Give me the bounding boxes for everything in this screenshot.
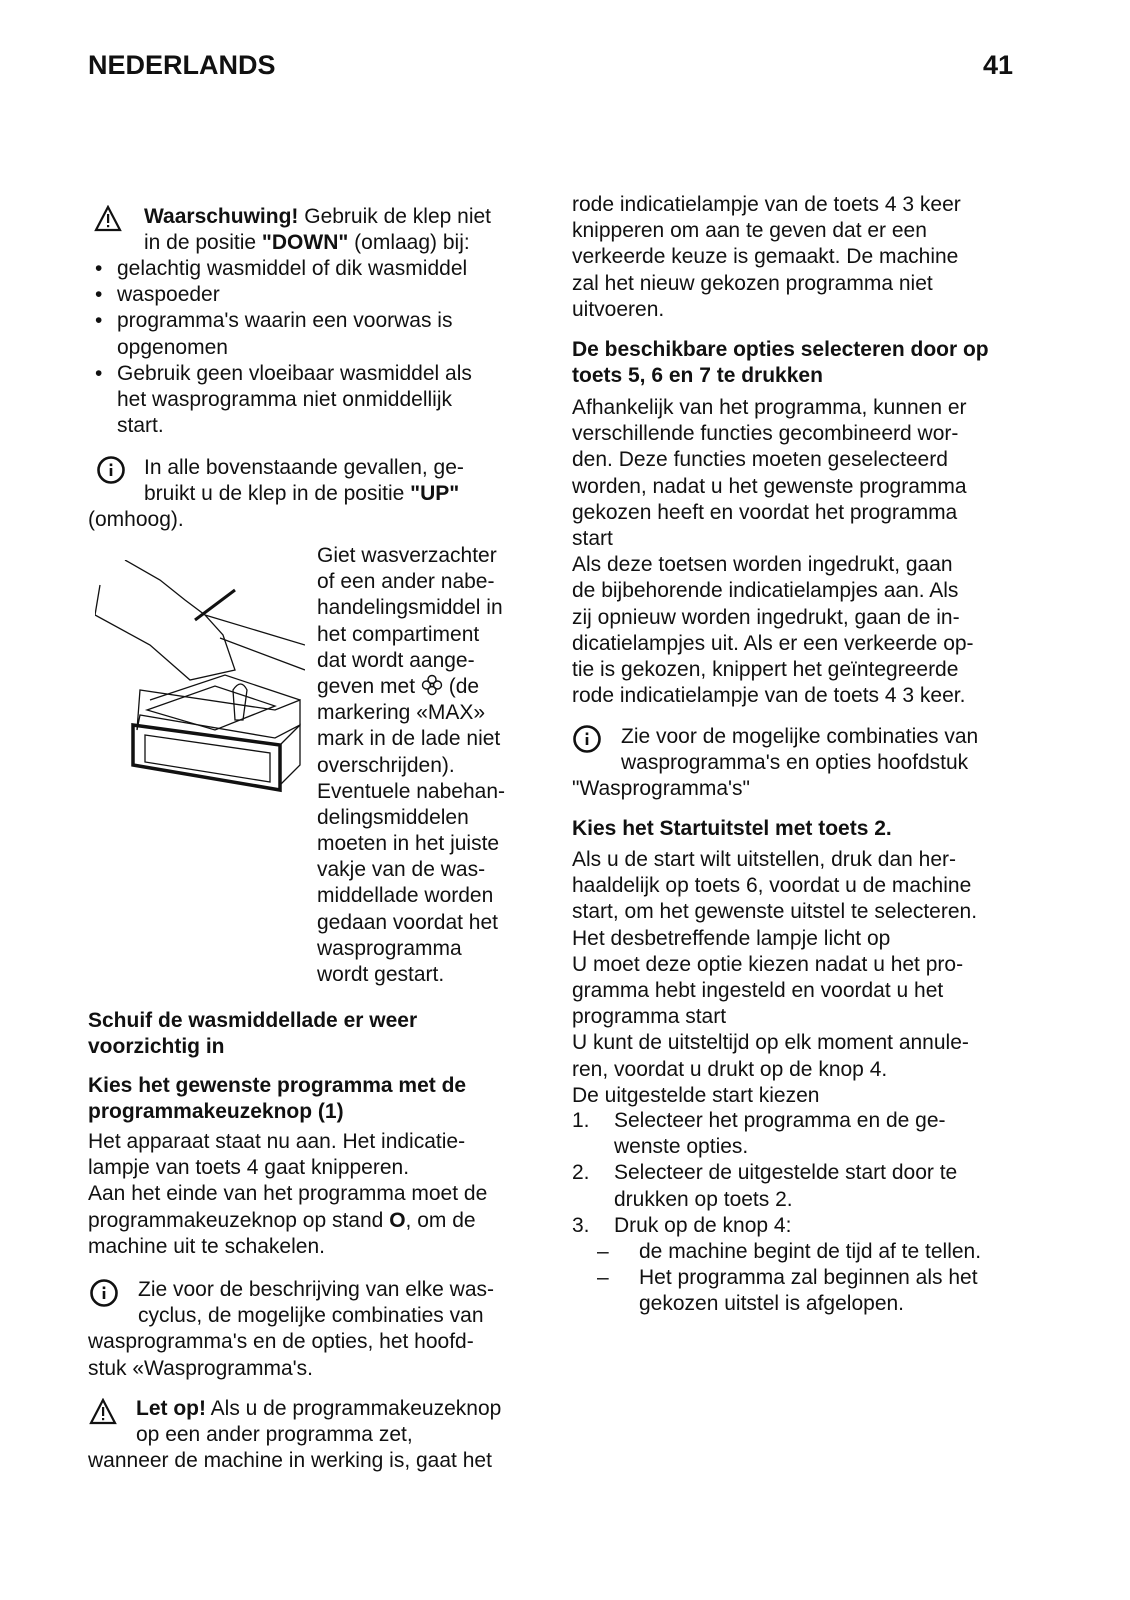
text-line: • gelachtig wasmiddel of dik wasmiddel — [117, 256, 472, 282]
text-line: wanneer de machine in werking is, gaat het — [88, 1449, 492, 1473]
paragraph-info1 — [88, 455, 464, 534]
text-line: start — [572, 526, 613, 550]
text-line: Zie voor de mogelijke combinaties van — [621, 725, 979, 748]
bold-text: De beschikbare opties selecteren door op — [572, 338, 989, 361]
text-line: lampje van toets 4 gaat knipperen. — [88, 1156, 410, 1180]
text-line: zal het nieuw gekozen programma niet — [572, 271, 933, 295]
text-line: De uitgestelde start kiezen — [572, 1083, 820, 1107]
text-line: Eventuele nabehan- — [317, 779, 505, 803]
text-run: (de — [442, 674, 480, 698]
text-line: den. Deze functies moeten geselecteerd — [572, 448, 948, 472]
text-line — [88, 230, 491, 256]
text-line — [88, 1008, 417, 1034]
list-item-text: Het programma zal beginnen als het — [639, 1266, 978, 1290]
paragraph-apparaat — [88, 1129, 487, 1260]
text-line: dat wordt aange- — [317, 648, 475, 672]
text-line: rode indicatielampje van de toets 4 3 keer. — [572, 684, 966, 708]
text-run: , om de — [405, 1208, 476, 1232]
text-line: of een ander nabe- — [317, 570, 495, 594]
text-line: (omhoog). — [88, 508, 184, 532]
text-line: haaldelijk op toets 6, voordat u de machine — [572, 874, 972, 898]
text-line: gramma hebt ingesteld en voordat u het — [572, 978, 944, 1002]
text-line: programma start — [572, 1005, 727, 1029]
text-line: • programma's waarin een voorwas is — [117, 308, 472, 334]
text-line: overschrijden). — [317, 753, 455, 777]
text-line — [572, 1265, 981, 1291]
text-line: Als u de start wilt uitstellen, druk dan her- — [572, 848, 957, 871]
text-line: middellade worden — [317, 884, 494, 908]
info-circle-icon — [572, 724, 602, 754]
list-marker: 1. — [572, 1109, 590, 1132]
text-line: wasprogramma's en de opties, het hoofd- — [88, 1330, 474, 1354]
list-item-text: de machine begint de tijd af te tellen. — [639, 1239, 982, 1263]
text-line: opgenomen — [117, 335, 228, 359]
paragraph-schuif — [88, 1008, 417, 1060]
text-line: wordt gestart. — [317, 963, 445, 986]
warning-triangle-icon — [94, 205, 122, 232]
text-line: uitvoeren. — [572, 297, 665, 321]
paragraph-r1 — [572, 192, 961, 323]
text-line: de bijbehorende indicatielampjes aan. Als — [572, 579, 959, 603]
text-line: zij opnieuw worden ingedrukt, gaan de in- — [572, 605, 960, 629]
text-run: (omlaag) bij: — [348, 231, 470, 255]
paragraph-r2 — [572, 395, 974, 709]
bold-text: Kies het gewenste programma met de — [88, 1074, 467, 1097]
text-line: wasprogramma's en opties hoofdstuk — [621, 751, 969, 775]
bold-text: Schuif de wasmiddellade er weer — [88, 1009, 418, 1032]
list-item-text: drukken op toets 2. — [614, 1187, 793, 1211]
paragraph-rlist — [572, 1108, 981, 1318]
bold-text: "UP" — [410, 482, 460, 506]
text-run: Gebruik de klep niet — [298, 205, 492, 228]
text-line — [572, 1134, 981, 1160]
text-line — [572, 1213, 981, 1239]
text-line — [88, 1396, 501, 1422]
text-line: delingsmiddelen — [317, 805, 469, 829]
text-line — [88, 1034, 417, 1060]
text-line: Als deze toetsen worden ingedrukt, gaan — [572, 553, 953, 577]
bold-text: Kies het Startuitstel met toets 2. — [572, 817, 892, 840]
text-line: verkeerde keuze is gemaakt. De machine — [572, 245, 959, 269]
warning-triangle-icon — [89, 1398, 117, 1425]
text-line: moeten in het juiste — [317, 832, 500, 856]
paragraph-side — [317, 543, 505, 988]
list-marker: – — [597, 1239, 609, 1263]
bold-text: programmakeuzeknop (1) — [88, 1100, 344, 1124]
text-line — [88, 1073, 466, 1099]
text-line: • waspoeder — [117, 282, 472, 308]
text-line — [88, 1208, 487, 1234]
text-line: • Gebruik geen vloeibaar wasmiddel als — [117, 361, 472, 387]
text-line: het wasprogramma niet onmiddellijk — [117, 387, 452, 411]
text-line: vakje van de was- — [317, 858, 486, 882]
text-line — [572, 363, 989, 389]
paragraph-bullets — [117, 256, 472, 439]
text-line — [572, 1108, 981, 1134]
text-run: geven met — [317, 674, 421, 698]
text-line: machine uit te schakelen. — [88, 1234, 325, 1258]
text-line: U moet deze optie kiezen nadat u het pro- — [572, 952, 964, 976]
text-line: mark in de lade niet — [317, 727, 501, 751]
text-line — [572, 1239, 981, 1265]
text-line: Aan het einde van het programma moet de — [88, 1182, 488, 1206]
list-item-text: wenste opties. — [614, 1135, 749, 1159]
text-line: dicatielampjes uit. Als er een verkeerde op- — [572, 631, 974, 655]
paragraph-warn — [88, 204, 491, 256]
list-item-text: Druk op de knop 4: — [614, 1213, 792, 1237]
bold-text: "DOWN" — [261, 231, 349, 255]
paragraph-info3 — [572, 724, 978, 803]
text-line: start. — [117, 414, 164, 438]
bold-text: voorzichtig in — [88, 1035, 225, 1059]
section-title: NEDERLANDS — [88, 50, 276, 80]
text-line: wasprogramma — [317, 936, 462, 960]
text-line: rode indicatielampje van de toets 4 3 keer — [572, 193, 961, 216]
text-line: gekozen heeft en voordat het programma — [572, 500, 958, 524]
page-number: 41 — [982, 50, 1013, 80]
detergent-drawer-illustration — [95, 560, 305, 795]
text-line: "Wasprogramma's" — [572, 777, 751, 801]
paragraph-rbold2 — [572, 816, 892, 842]
text-line — [88, 1099, 466, 1125]
text-line: worden, nadat u het gewenste programma — [572, 474, 967, 498]
text-line — [572, 1187, 981, 1213]
paragraph-rbold1 — [572, 337, 989, 389]
text-line: Het apparaat staat nu aan. Het indicatie- — [88, 1130, 466, 1153]
list-item-text: Selecteer het programma en de ge- — [614, 1109, 946, 1132]
text-run: in de positie — [144, 231, 262, 255]
text-line: handelingsmiddel in — [317, 596, 503, 620]
text-line: Afhankelijk van het programma, kunnen er — [572, 396, 967, 419]
paragraph-info2 — [88, 1277, 494, 1382]
text-run: Als u de programmakeuzeknop — [205, 1397, 502, 1420]
text-line: ren, voordat u drukt op de knop 4. — [572, 1057, 888, 1081]
text-line — [317, 674, 505, 700]
text-line: Het desbetreffende lampje licht op — [572, 926, 891, 950]
bold-text: Waarschuwing! — [144, 205, 299, 228]
text-line — [88, 204, 491, 230]
text-line: Zie voor de beschrijving van elke was- — [138, 1278, 494, 1301]
text-line — [572, 337, 989, 363]
text-line: het compartiment — [317, 622, 480, 646]
text-line — [572, 816, 892, 842]
text-line: cyclus, de mogelijke combinaties van — [138, 1304, 484, 1328]
text-line — [572, 1160, 981, 1186]
text-line — [88, 481, 464, 507]
bold-text: O — [389, 1208, 406, 1232]
paragraph-letop — [88, 1396, 501, 1475]
text-line: stuk «Wasprogramma's. — [88, 1356, 313, 1380]
info-circle-icon — [96, 455, 126, 485]
text-line — [572, 1291, 981, 1317]
list-marker: 2. — [572, 1161, 590, 1185]
list-marker: 3. — [572, 1213, 590, 1237]
info-circle-icon — [89, 1278, 119, 1308]
text-line: verschillende functies gecombineerd wor- — [572, 422, 959, 446]
paragraph-kies — [88, 1073, 466, 1125]
list-item-text: Selecteer de uitgestelde start door te — [614, 1161, 958, 1185]
text-line: knipperen om aan te geven dat er een — [572, 219, 927, 243]
text-line: op een ander programma zet, — [136, 1423, 413, 1447]
text-line: In alle bovenstaande gevallen, ge- — [144, 456, 464, 479]
text-run: bruikt u de klep in de positie — [144, 482, 411, 506]
list-item-text: gekozen uitstel is afgelopen. — [639, 1292, 905, 1316]
bold-text: toets 5, 6 en 7 te drukken — [572, 364, 823, 388]
text-line: gedaan voordat het — [317, 910, 498, 934]
text-line: Giet wasverzachter — [317, 544, 497, 567]
text-line: markering «MAX» — [317, 701, 486, 725]
text-line: tie is gekozen, knippert het geïntegreerde — [572, 657, 959, 681]
paragraph-r3 — [572, 847, 977, 1109]
text-line: start, om het gewenste uitstel te selecteren. — [572, 900, 978, 924]
bold-text: Let op! — [136, 1397, 206, 1420]
fabric-softener-flower-icon — [421, 674, 443, 703]
text-line: U kunt de uitsteltijd op elk moment annule- — [572, 1031, 969, 1055]
list-marker: – — [597, 1266, 609, 1290]
text-run: programmakeuzeknop op stand — [88, 1208, 390, 1232]
